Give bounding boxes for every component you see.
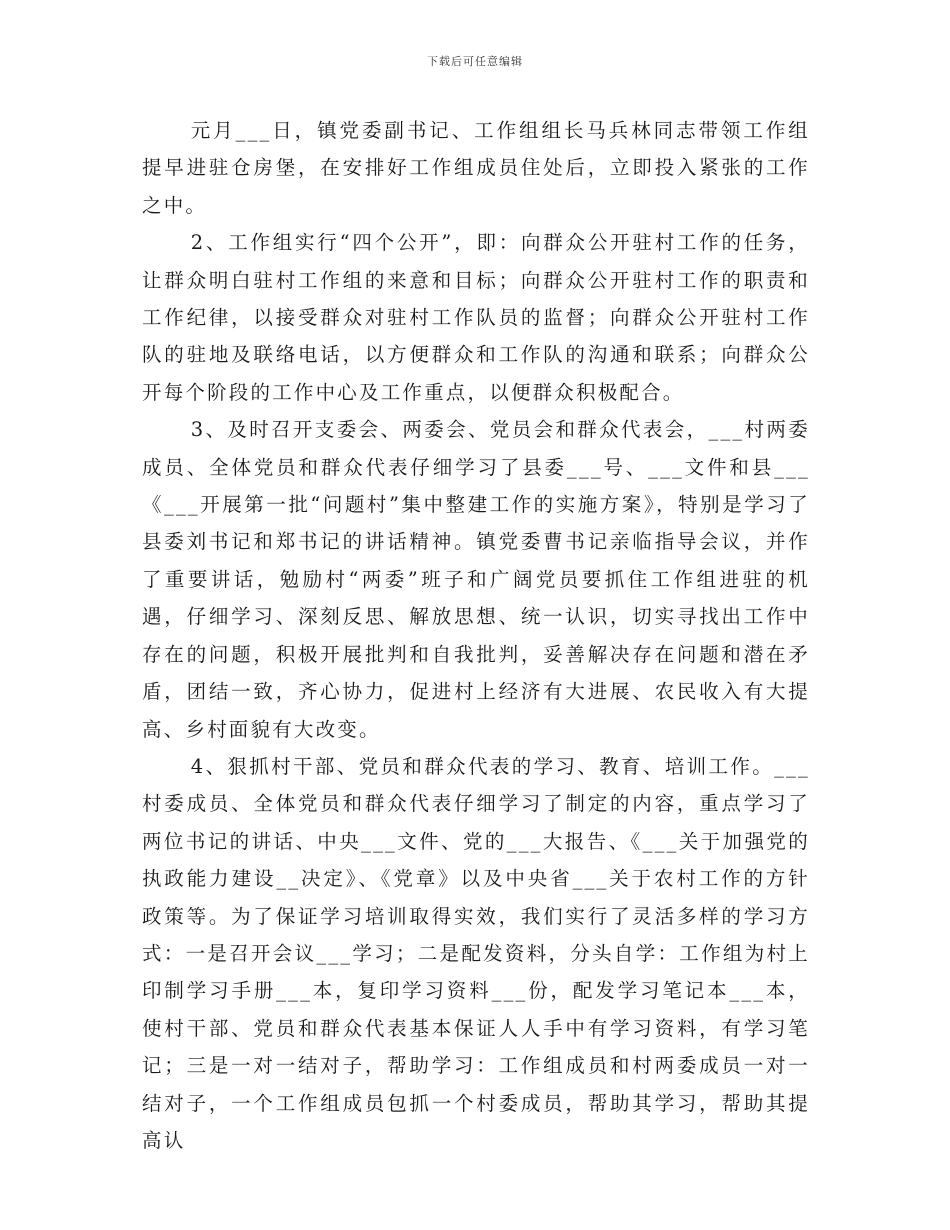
- paragraph-3: 3、及时召开支委会、两委会、党员会和群众代表会，___村两委成员、全体党员和群众代表仔细学习了县委___号、___文件和县___《___开展第一批“问题村”集中整建工作的实施方案》，特别是学习了县委刘书记和郑书记的讲话精神。镇党委曹书记亲临指导会议，并作了重要讲话，勉励村“两委”班子和广阔党员要抓住工作组进驻的机遇，仔细学习、深刻反思、解放思想、统一认识，切实寻找出工作中存在的问题，积极开展批判和自我批判，妥善解决存在问题和潜在矛盾，团结一致，齐心协力，促进村上经济有大进展、农民收入有大提高、乡村面貌有大改变。: [142, 418, 810, 741]
- paragraph-2: 2、工作组实行“四个公开”，即：向群众公开驻村工作的任务，让群众明白驻村工作组的来意和目标；向群众公开驻村工作的职责和工作纪律，以接受群众对驻村工作队员的监督；向群众公开驻村工作队的驻地及联络电话，以方便群众和工作队的沟通和联系；向群众公开每个阶段的工作中心及工作重点，以便群众积极配合。: [142, 231, 810, 404]
- document-body: [142, 112, 810, 1159]
- paragraph-4: 4、狠抓村干部、党员和群众代表的学习、教育、培训工作。___村委成员、全体党员和群众代表仔细学习了制定的内容，重点学习了两位书记的讲话、中央___文件、党的___大报告、《___关于加强党的执政能力建设__决定》、《党章》以及中央省___关于农村工作的方针政策等。为了保证学习培训取得实效，我们实行了灵活多样的学习方式：一是召开会议___学习；二是配发资料，分头自学：工作组为村上印制学习手册___本，复印学习资料___份，配发学习笔记本___本，使村干部、党员和群众代表基本保证人人手中有学习资料，有学习笔记；三是一对一结对子，帮助学习：工作组成员和村两委成员一对一结对子，一个工作组成员包抓一个村委成员，帮助其学习，帮助其提高认: [142, 754, 810, 1152]
- paragraph-1: 元月___日，镇党委副书记、工作组组长马兵林同志带领工作组提早进驻仓房堡，在安排好工作组成员住处后，立即投入紧张的工作之中。: [142, 119, 810, 217]
- page-header: 下载后可任意编辑: [427, 55, 523, 68]
